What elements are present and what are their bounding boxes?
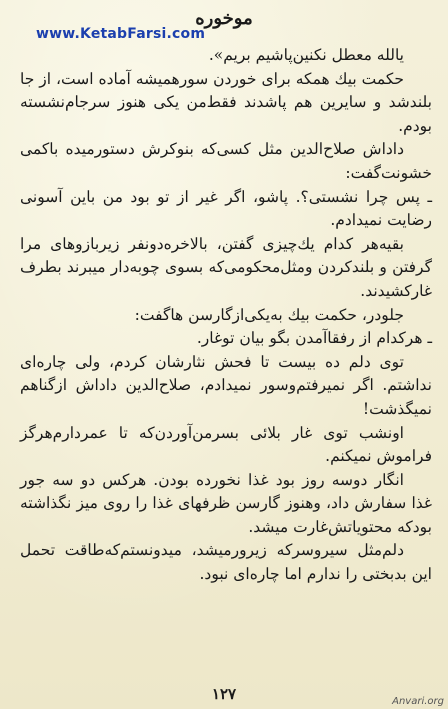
page-title: موخوره xyxy=(195,8,253,29)
paragraph: بقیه‌هر کدام یك‌چیزی گفتن، بالاخره‌دونفر زیربازوهای مرا گرفتن و بلندکردن ومثل‌محکومی‌که بسوی چوبه‌دار میبرند بطرف غارکشیدند. xyxy=(20,234,432,300)
body-text xyxy=(20,44,432,587)
paragraph: انگار دوسه روز بود غذا نخورده بودن. هرکس دو سه جور غذا سفارش داد، وهنوز گارسن ظرفهای غذا را روی میز نگذاشته بودکه محتویاتش‌غارت میشد. xyxy=(20,470,432,536)
paragraph: یالله معطل نکنین‌پاشیم بریم». xyxy=(208,46,404,64)
paragraph: داداش صلاح‌الدین مثل کسی‌که بنوکرش دستورمیده باکمی خشونت‌گفت: xyxy=(20,140,432,182)
paragraph: اونشب توی غار بلائی بسرمن‌آوردن‌که تا عمردارم‌هرگز فراموش نمیکنم. xyxy=(20,423,432,466)
paragraph: دلم‌مثل سیروسرکه زیرورمیشد، میدونستم‌که‌طاقت تحمل این بدبختی را ندارم اما چاره‌ای نبود. xyxy=(20,541,432,584)
paragraph: حکمت بیك همکه برای خوردن سورهمیشه آماده است، از جا بلندشد و سایرین هم پاشدند فقط‌من یکی هنوز سرجام‌نشسته بودم. xyxy=(20,69,432,135)
corner-watermark: Anvari.org xyxy=(392,696,444,707)
page-number: ۱۲۷ xyxy=(211,685,237,703)
paragraph: ـ هرکدام از رفقاآمدن بگو بیان توغار. xyxy=(196,329,432,348)
paragraph: توی دلم ده بیست تا فحش نثارشان کردم، ولی چاره‌ای نداشتم. اگر نمیرفتم‌وسور نمیدادم، صلاح‌الدین داداش ازگناهم نمیگذشت! xyxy=(20,352,432,418)
paragraph: جلودر، حکمت بیك به‌یکی‌ازگارسن هاگفت: xyxy=(134,305,404,324)
website-watermark: www.KetabFarsi.com xyxy=(36,26,206,42)
paragraph: ـ پس چرا نشستی؟. پاشو، اگر غیر از تو بود من باین آسونی رضایت نمیدادم. xyxy=(20,187,432,230)
